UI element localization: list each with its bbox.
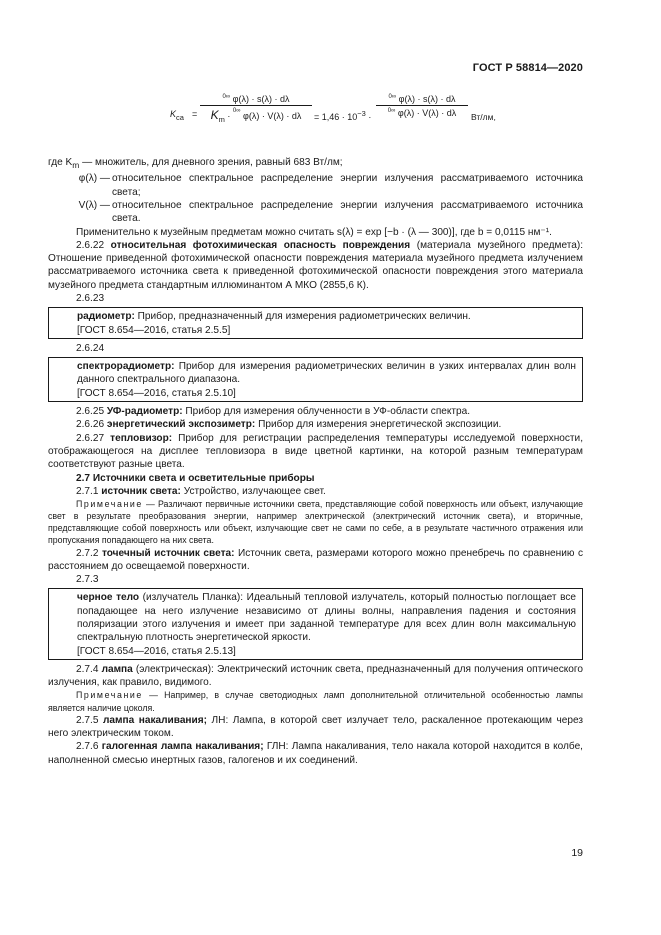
term-2-7-2: 2.7.2 точечный источник света: Источник света, размерами которого можно пренебречь по сравнению с расстоянием до освещаемой поверхности. (48, 547, 583, 572)
term-2-7-6: 2.7.6 галогенная лампа накаливания; ГЛН: Лампа накаливания, тело накала которой находится в колбе, наполненной смесью инертных газов, галогенов и их соединений. (48, 741, 583, 766)
formula-coefficient: = $1,46 \cdot 10^{-3}$ · (314, 109, 372, 122)
note-2-7-4: Примечание — Например, в случае светодиодных ламп дополнительной отличительной особенностью лампы является наличие цоколя. (48, 690, 583, 713)
term-2-7-3-number: 2.7.3 (76, 574, 99, 586)
term-2-6-25: 2.6.25 УФ-радиометр: Прибор для измерения облученности в УФ-области спектра. (76, 406, 471, 418)
formula-lhs: $K_{ca}$ (170, 109, 184, 122)
definition-spectroradiometer: спектрорадиометр: Прибор для измерения радиометрических величин в узких интервалах длин волн данного спектрального диапазона. (77, 361, 576, 386)
definition-box-radiometer (48, 307, 583, 339)
page-number: 19 (571, 847, 583, 859)
term-2-7-4: 2.7.4 лампа (электрическая): Электрический источник света, предназначенный для получения оптического излучения, как правило, видимого. (48, 663, 583, 689)
legend-km: где $K_m$ — множитель, для дневного зрения, равный 683 Вт/лм; (48, 157, 343, 171)
reference-spectroradiometer: [ГОСТ 8.654—2016, статья 2.5.10] (77, 387, 236, 399)
reference-black-body: [ГОСТ 8.654—2016, статья 2.5.13] (77, 645, 236, 657)
term-2-6-23-number: 2.6.23 (76, 292, 105, 304)
term-2-7-5: 2.7.5 лампа накаливания; ЛН: Лампа, в которой свет излучает тело, раскаленное протекающим через него электрическим током. (48, 714, 583, 739)
page-header-standard: ГОСТ Р 58814—2020 (472, 62, 583, 74)
section-heading-2-7: 2.7 Источники света и осветительные приборы (76, 472, 315, 484)
formula-fraction-1: $\frac{^{0\infty} \varphi(\lambda) \cdot s(\lambda) \cdot d\lambda}{K_m \cdot ^{0\infty} \varphi(\lambda) \cdot V(\lambda) \cdot d\lambda}$ (200, 94, 312, 124)
note-2-7-1: Примечание — Различают первичные источники света, представляющие собой поверхность или объект, излучающие свет в результате преобразования энергии, например электрической (электрический источник света), и вторичные, представляющие собой поверхность или объект, излучающие свет не сами по себе, а в результате частичного отражения или пропускания попадающего на них света. (48, 499, 583, 546)
term-2-6-22: 2.6.22 относительная фотохимическая опасность повреждения (материала музейного предмета): Отношение приведенной фотохимической опасности повреждения материала музейного предмета излучением рассматриваемого источника света к приведенной фотохимической опасности повреждения этого материала музейного предмета стандартным иллюминантом А МКО (2855,6 К). (48, 239, 584, 291)
formula-kca (170, 92, 530, 142)
formula-unit: Вт/лм, (471, 112, 496, 122)
formula-eq: = (192, 109, 198, 119)
definition-radiometer: радиометр: Прибор, предназначенный для измерения радиометрических величин. (77, 311, 471, 323)
legend-phi-cont: света; (112, 186, 141, 198)
term-2-6-27: 2.6.27 тепловизор: Прибор для регистрации распределения температуры исследуемой поверхности, отображающегося на дисплее тепловизора в виде цветной картинки, на которой разным температурам соответствуют разные цвета. (48, 432, 583, 471)
definition-black-body: черное тело (излучатель Планка): Идеальный тепловой излучатель, который полностью поглощает все попадающее на него излучение независимо от длины волны, направления падения и состояния поляризации этого излучения и имеет при заданной температуре для всех длин волн максимальную спектральную плотность энергетической яркости. (77, 592, 577, 644)
definition-box-spectroradiometer (48, 357, 583, 402)
legend-phi: φ(λ) — относительное спектральное распределение энергии излучения рассматриваемого источника (78, 173, 583, 185)
legend-v-cont: света. (112, 213, 141, 225)
definition-box-black-body (48, 588, 583, 659)
formula-fraction-2: $\frac{^{0\infty} \varphi(\lambda) \cdot s(\lambda) \cdot d\lambda}{^{0\infty} \varphi(\lambda) \cdot V(\lambda) \cdot d\lambda}$ (376, 94, 468, 118)
term-2-6-24-number: 2.6.24 (76, 342, 105, 354)
document-body (48, 156, 583, 767)
term-2-6-26: 2.6.26 энергетический экспозиметр: Прибор для измерения энергетической экспозиции. (76, 419, 502, 431)
applicable-paragraph: Применительно к музейным предметам можно считать s(λ) = exp [−b · (λ — 300)], где b = 0,0115 нм⁻¹. (76, 226, 552, 238)
reference-radiometer: [ГОСТ 8.654—2016, статья 2.5.5] (77, 324, 231, 336)
legend-v: V(λ) — относительное спектральное распределение энергии излучения рассматриваемого источника (78, 199, 583, 211)
term-2-7-1: 2.7.1 источник света: Устройство, излучающее свет. (76, 485, 326, 497)
